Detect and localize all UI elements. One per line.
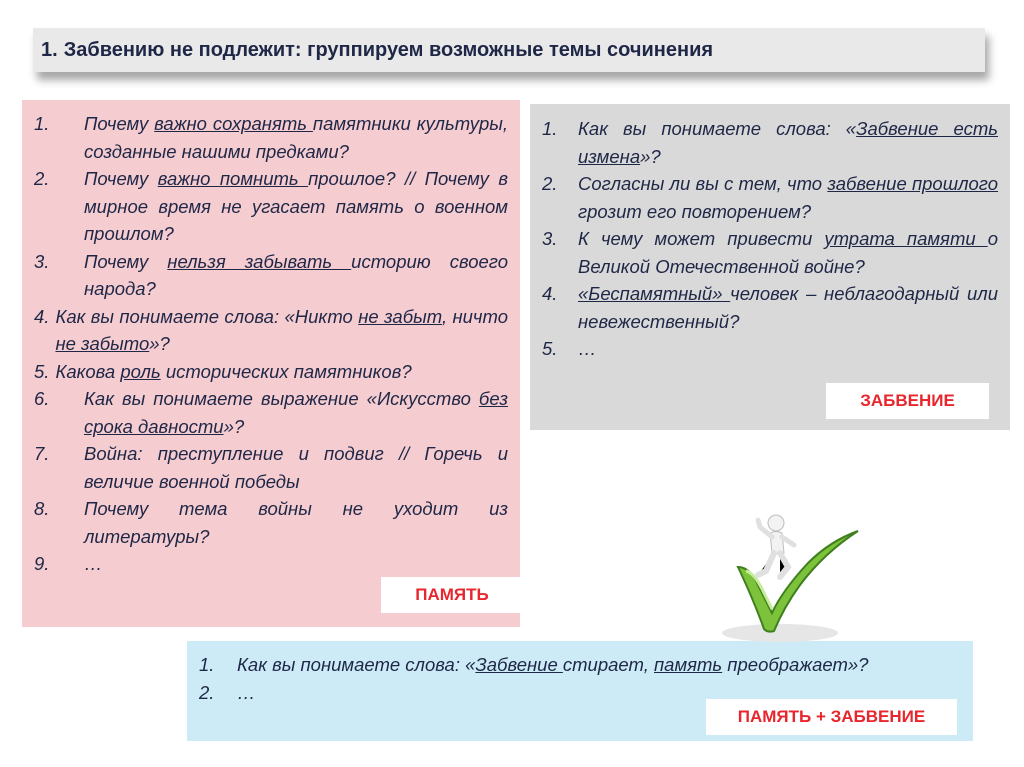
list-item xyxy=(34,385,508,440)
slide-title: Забвению не подлежит: группируем возможные темы сочинения xyxy=(63,38,714,61)
underlined-phrase: не забыто xyxy=(55,333,150,354)
item-number: 9. xyxy=(34,553,50,574)
list-item xyxy=(34,110,508,165)
underlined-phrase: «Беспамятный» xyxy=(578,283,731,304)
underlined-phrase: не забыт xyxy=(358,305,442,327)
list-item xyxy=(542,170,998,225)
list-item xyxy=(34,358,508,386)
both-topics-list xyxy=(199,651,961,706)
text-segment: … xyxy=(237,681,256,703)
figure-on-checkmark-icon xyxy=(720,505,870,645)
text-segment: »? xyxy=(640,145,661,167)
text-segment: исторических памятников? xyxy=(160,360,412,382)
pamyat-tag: ПАМЯТЬ xyxy=(381,577,523,613)
item-number: 3. xyxy=(34,250,50,272)
text-segment: Какова xyxy=(55,360,121,382)
underlined-phrase: без срока давности xyxy=(84,388,508,437)
text-segment: памятники культуры, созданные нашими предками? xyxy=(84,113,508,162)
item-number: 7. xyxy=(34,443,50,464)
list-item xyxy=(34,165,508,248)
item-text xyxy=(55,303,508,358)
item-number: 2. xyxy=(199,681,215,703)
item-number: 1. xyxy=(199,654,215,675)
list-item xyxy=(542,225,998,280)
item-text xyxy=(84,440,508,495)
item-number: 2. xyxy=(34,168,50,189)
underlined-phrase: утрата памяти xyxy=(824,228,988,249)
item-text xyxy=(578,170,998,225)
list-item xyxy=(34,248,508,303)
item-number: 1. xyxy=(34,113,50,134)
underlined-phrase: Забвение есть измена xyxy=(578,118,998,167)
item-text xyxy=(55,358,508,386)
underlined-phrase: память xyxy=(653,654,723,675)
text-segment: грозит его повторением? xyxy=(578,200,812,222)
text-segment: »? xyxy=(223,415,245,437)
list-item xyxy=(542,280,998,335)
list-item xyxy=(34,303,508,358)
text-segment: Почему xyxy=(84,250,168,272)
item-number: 2. xyxy=(542,173,558,194)
item-number: 1. xyxy=(542,118,558,139)
underlined-phrase: важно помнить xyxy=(157,168,309,189)
item-number: 3. xyxy=(542,228,558,249)
pamyat-topics-list xyxy=(34,110,508,578)
item-text xyxy=(578,225,998,280)
zabvenie-topics-list xyxy=(542,115,998,363)
text-segment: преображает»? xyxy=(722,654,869,675)
item-number: 4. xyxy=(542,283,558,304)
text-segment: Как вы понимаете слова: « xyxy=(578,118,857,139)
item-text xyxy=(84,550,508,578)
slide-title-bar xyxy=(33,28,985,72)
item-text xyxy=(84,165,508,248)
underlined-phrase: роль xyxy=(120,360,161,382)
zabvenie-topics-box xyxy=(530,104,1010,430)
list-item xyxy=(34,440,508,495)
text-segment: »? xyxy=(149,333,170,354)
item-number: 5. xyxy=(542,338,558,359)
item-number: 5. xyxy=(34,360,50,382)
list-item xyxy=(542,335,998,363)
text-segment: К чему может привести xyxy=(578,228,825,249)
zabvenie-tag: ЗАБВЕНИЕ xyxy=(826,383,989,419)
item-number: 4. xyxy=(34,305,50,327)
item-number: 6. xyxy=(34,388,50,409)
item-text xyxy=(84,495,508,550)
list-item xyxy=(199,651,961,679)
underlined-phrase: Забвение xyxy=(475,654,563,675)
item-text xyxy=(84,110,508,165)
text-segment: Как вы понимаете слова: « xyxy=(237,654,476,675)
pamyat-topics-box xyxy=(22,100,520,627)
list-item xyxy=(542,115,998,170)
item-text xyxy=(84,385,508,440)
text-segment: Как вы понимаете слова: «Никто xyxy=(55,305,359,327)
title-number: 1. xyxy=(41,38,58,61)
item-text xyxy=(237,651,961,679)
text-segment: Почему xyxy=(84,113,155,134)
list-item xyxy=(34,550,508,578)
text-segment: Почему тема войны не уходит из литературы? xyxy=(84,498,508,547)
text-segment: Как вы понимаете выражение «Искусство xyxy=(84,388,479,409)
text-segment: Почему xyxy=(84,168,158,189)
underlined-phrase: забвение прошлого xyxy=(827,173,998,194)
list-item xyxy=(34,495,508,550)
text-segment: , ничто xyxy=(441,305,508,327)
text-segment: Согласны ли вы с тем, что xyxy=(578,173,828,194)
text-segment: прошлое? // Почему в мирное время не угасает память о военном прошлом? xyxy=(84,168,508,244)
text-segment: … xyxy=(84,553,103,574)
underlined-phrase: важно сохранять xyxy=(154,113,313,134)
both-tag: ПАМЯТЬ + ЗАБВЕНИЕ xyxy=(706,699,957,735)
item-text xyxy=(578,335,998,363)
text-segment: о Великой Отечественной войне? xyxy=(578,228,998,277)
item-text xyxy=(578,280,998,335)
item-text xyxy=(578,115,998,170)
text-segment: историю своего народа? xyxy=(84,250,508,299)
item-number: 8. xyxy=(34,498,50,519)
text-segment: человек – неблагодарный или невежественный? xyxy=(578,283,998,332)
underlined-phrase: нельзя забывать xyxy=(167,250,352,272)
text-segment: Война: преступление и подвиг // Горечь и величие военной победы xyxy=(84,443,508,492)
text-segment: … xyxy=(578,338,597,359)
item-text xyxy=(84,248,508,303)
text-segment: стирает, xyxy=(562,654,654,675)
